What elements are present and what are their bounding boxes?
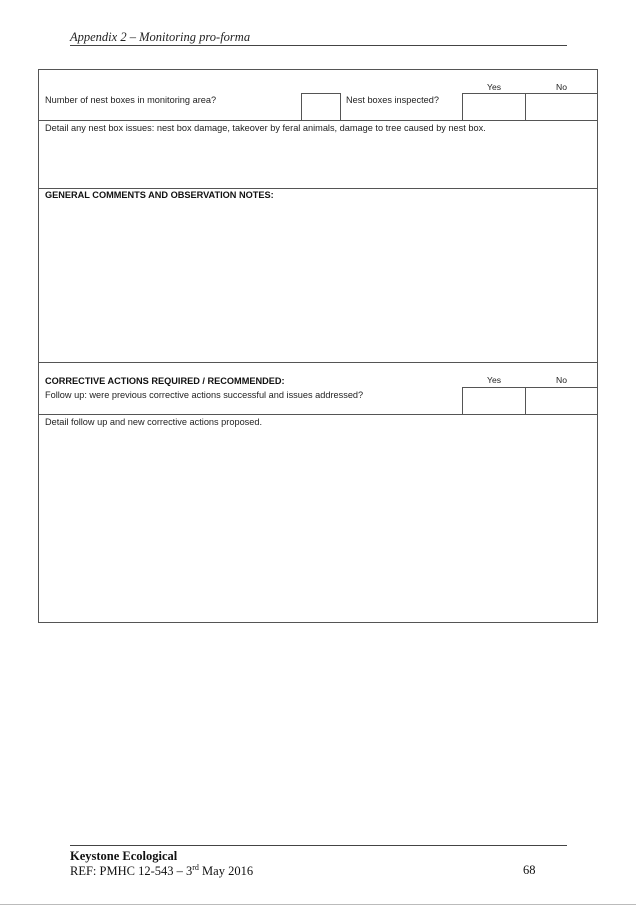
row-divider-4 (38, 414, 598, 415)
nest-box-issues-label: Detail any nest box issues: nest box damage, takeover by feral animals, damage to tree caused by nest box. (45, 123, 486, 133)
footer-ref-suffix: May 2016 (198, 864, 254, 879)
nest-boxes-count-label: Number of nest boxes in monitoring area? (45, 95, 217, 105)
footer-rule (70, 845, 567, 846)
follow-up-question: Follow up: were previous corrective actions successful and issues addressed? (45, 390, 364, 400)
page-number: 68 (523, 863, 536, 877)
yes-label-2: Yes (487, 375, 502, 385)
header-rule (70, 45, 567, 46)
nest-boxes-inspected-yes-field[interactable] (462, 93, 526, 121)
yes-label-1: Yes (487, 82, 502, 92)
follow-up-detail-area[interactable] (40, 431, 596, 620)
footer-company: Keystone Ecological (70, 849, 178, 863)
follow-up-no-field[interactable] (525, 387, 598, 415)
row-divider-3 (38, 362, 598, 363)
follow-up-detail-label: Detail follow up and new corrective actions proposed. (45, 417, 263, 427)
no-label-2: No (556, 375, 567, 385)
follow-up-yes-field[interactable] (462, 387, 526, 415)
row-divider-1 (38, 120, 598, 121)
nest-boxes-inspected-label: Nest boxes inspected? (346, 95, 439, 105)
no-label-1: No (556, 82, 567, 92)
general-comments-heading: GENERAL COMMENTS AND OBSERVATION NOTES: (45, 190, 274, 200)
footer-ref-sup: rd (192, 863, 199, 872)
footer-reference (70, 863, 253, 879)
nest-box-issues-area[interactable] (40, 136, 596, 187)
page-header-title: Appendix 2 – Monitoring pro-forma (70, 30, 251, 44)
general-comments-area[interactable] (40, 204, 596, 361)
row-divider-2 (38, 188, 598, 189)
page-bottom-edge (0, 904, 636, 905)
nest-boxes-count-field[interactable] (301, 93, 341, 121)
corrective-actions-heading: CORRECTIVE ACTIONS REQUIRED / RECOMMENDED: (45, 376, 285, 386)
nest-boxes-inspected-no-field[interactable] (525, 93, 598, 121)
footer-ref-prefix: REF: PMHC 12-543 – 3 (70, 864, 193, 879)
